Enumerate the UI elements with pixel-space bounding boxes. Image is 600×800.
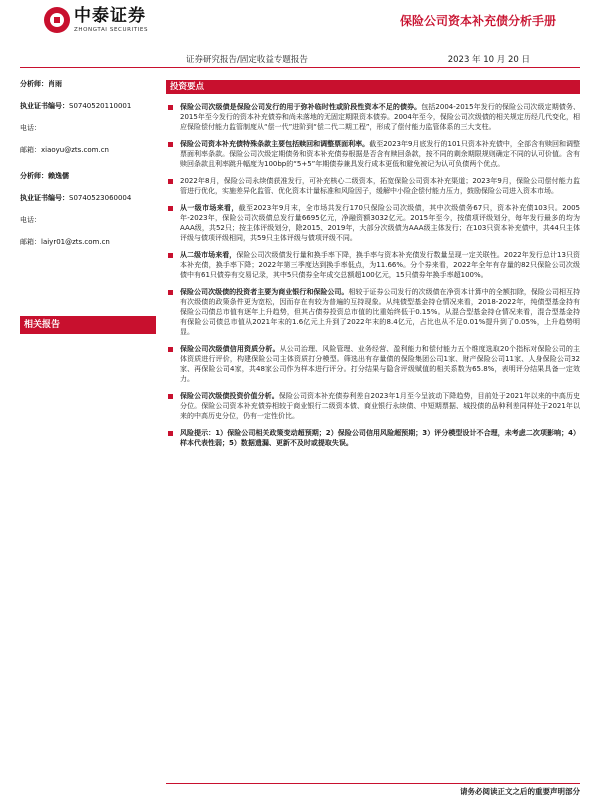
page-header bbox=[0, 0, 600, 74]
analyst-cert: S0740520110001 bbox=[69, 102, 132, 110]
bullet-square-icon bbox=[168, 394, 173, 399]
bullet-square-icon bbox=[168, 179, 173, 184]
related-reports-heading: 相关报告 bbox=[20, 316, 156, 334]
section-heading: 投资要点 bbox=[166, 80, 580, 94]
bullet-square-icon bbox=[168, 253, 173, 258]
analyst-name: 肖雨 bbox=[48, 80, 62, 88]
summary-paragraph: 从二级市场来看，保险公司次级债发行量和换手率下降，换手率与资本补充债发行数量呈现一定关联性。2022年发行总计13只资本补充债，换手率下降；2022年第三季度达到换手率低点，为11.66%。分个券来看，2022年全年有存量的82只保险公司次级债中有61只债券有交易记录，其中5只债券全年成交总额超100亿元，15只债券年换手率超100%。 bbox=[166, 250, 580, 280]
bullet-square-icon bbox=[168, 142, 173, 147]
logo-english-name: ZHONGTAI SECURITIES bbox=[74, 27, 149, 33]
logo-mark-icon bbox=[44, 7, 70, 33]
analyst-sidebar bbox=[20, 78, 156, 330]
analyst-cert-row: 执业证书编号：S0740520110001 bbox=[20, 102, 132, 110]
main-content bbox=[166, 80, 580, 448]
analyst-phone-row: 电话： bbox=[20, 216, 41, 224]
summary-paragraph: 保险公司次级债信用资质分析。从公司治理、风险管理、业务经营、盈利能力和偿付能力五个维度选取20个指标对保险公司的主体资质进行评价，构建保险公司主体资质打分模型。筛选出有存量债的保险集团公司1家、财产保险公司11家、人身保险公司32家、再保险公司4家，共48家公司作为样本进行评分。打分结果与隐含评级赋值的相关系数为65.8%，表明评分结果具备一定效力。 bbox=[166, 344, 580, 384]
risk-warning-paragraph: 风险提示：1）保险公司相关政策变动超预期；2）保险公司信用风险超预期；3）评分模型设计不合理，未考虑二次项影响；4）样本代表性弱；5）数据遗漏、更新不及时或提取失误。 bbox=[166, 428, 580, 448]
footer-divider bbox=[166, 783, 580, 784]
analyst-phone-row: 电话： bbox=[20, 124, 41, 132]
summary-paragraph: 保险公司次级债投资价值分析。保险公司资本补充债券利差自2023年1月至今呈波动下降趋势，目前处于2021年以来的中高历史分位。保险公司资本补充债券相较于商业银行二级资本债、商业银行永续债、中短期票据、城投债的品种利差同样处于2021年以来的中高历史分位，仍有一定性价比。 bbox=[166, 391, 580, 421]
analyst-cert-row: 执业证书编号：S0740523060004 bbox=[20, 194, 132, 202]
header-divider bbox=[20, 67, 580, 68]
analyst-card bbox=[20, 170, 156, 248]
bullet-square-icon bbox=[168, 206, 173, 211]
summary-paragraph: 2022年8月，保险公司永续债获准发行，可补充核心二级资本，拓宽保险公司资本补充渠道；2023年9月，保险公司偿付能力监管进行优化，实施差异化监管、优化资本计量标准和风险因子，缓解中小险企偿付能力压力，鼓励保险公司进入资本市场。 bbox=[166, 176, 580, 196]
analyst-name: 赖逸儒 bbox=[48, 172, 69, 180]
summary-paragraph: 从一级市场来看，截至2023年9月末，全市场共发行170只保险公司次级债，其中次级债务67只，资本补充债103只。2005年-2023年，保险公司次级债总发行量6695亿元，净融资额3032亿元。2015年至今，按债项评级划分，每年发行最多的均为AAA级，共52只；按主体评级划分，除2015、2019年，大部分次级债为AAA级主体发行；在103只资本补充债中，共44只主体评级与债项评级相同，共59只主体评级与债项评级不同。 bbox=[166, 203, 580, 243]
bullet-square-icon bbox=[168, 290, 173, 295]
bullet-square-icon bbox=[168, 105, 173, 110]
analyst-cert: S0740523060004 bbox=[69, 194, 132, 202]
analyst-email-link[interactable]: laiyr01@zts.com.cn bbox=[41, 238, 110, 246]
bullet-square-icon bbox=[168, 347, 173, 352]
analyst-email-row: 邮箱：laiyr01@zts.com.cn bbox=[20, 238, 110, 246]
report-date: 2023 年 10 月 20 日 bbox=[447, 55, 530, 65]
summary-paragraph: 保险公司次级债的投资者主要为商业银行和保险公司。相较于证券公司发行的次级债在净资本计算中的全额扣除，保险公司相互持有次级债的政策条件更为宽松，因而存在有较为普遍的互持现象。从纯债型基金持仓情况来看，2018-2022年，纯债型基金持有保险公司债总市值有逐年上升趋势，但其占债券投资总市值的比重始终低于0.15%。从混合型基金持仓情况来看，混合型基金持有保险公司债总市值从2021年末的1.6亿元上升到了2022年末的8.4亿元，占比也从不足0.01%提升到了0.05%，上升趋势明显。 bbox=[166, 287, 580, 337]
analyst-card bbox=[20, 78, 156, 156]
company-logo bbox=[44, 6, 148, 34]
bullet-square-icon bbox=[168, 431, 173, 436]
report-type: 证券研究报告/固定收益专题报告 bbox=[186, 55, 308, 65]
summary-paragraph: 保险公司次级债是保险公司发行的用于弥补临时性或阶段性资本不足的债券。包括2004-2015年发行的保险公司次级定期债务、2015年至今发行的资本补充债券和尚未落地的无固定期限资本债券。2004年至今，保险公司次级债的相关规定历经几代变化，相应保险偿付能力监管制度从“偿一代”进阶到“偿二代二期工程”，形成了偿付能力监管体系的三大支柱。 bbox=[166, 102, 580, 132]
summary-paragraph: 保险公司资本补充债特殊条款主要包括赎回和调整票面利率。截至2023年9月底发行的101只资本补充债中，全部含有赎回和调整票面利率条款。保险公司次级定期债务和资本补充债券根据是否含有赎回条款，按不同的剩余期限规则确定不同的认可价值。含有赎回条款且利率跳升幅度为100bp的“5+5”年期债券兼具发行成本更低和避免被记为认可负债两个优点。 bbox=[166, 139, 580, 169]
analyst-email-row: 邮箱：xiaoyu@zts.com.cn bbox=[20, 146, 109, 154]
logo-chinese-name: 中泰证券 bbox=[74, 6, 146, 26]
document-title: 保险公司资本补充债分析手册 bbox=[399, 14, 556, 28]
analyst-email-link[interactable]: xiaoyu@zts.com.cn bbox=[41, 146, 109, 154]
analyst-name-row: 分析师：赖逸儒 bbox=[20, 172, 69, 180]
analyst-name-row: 分析师：肖雨 bbox=[20, 80, 62, 88]
footer-disclaimer: 请务必阅读正文之后的重要声明部分 bbox=[460, 787, 580, 796]
